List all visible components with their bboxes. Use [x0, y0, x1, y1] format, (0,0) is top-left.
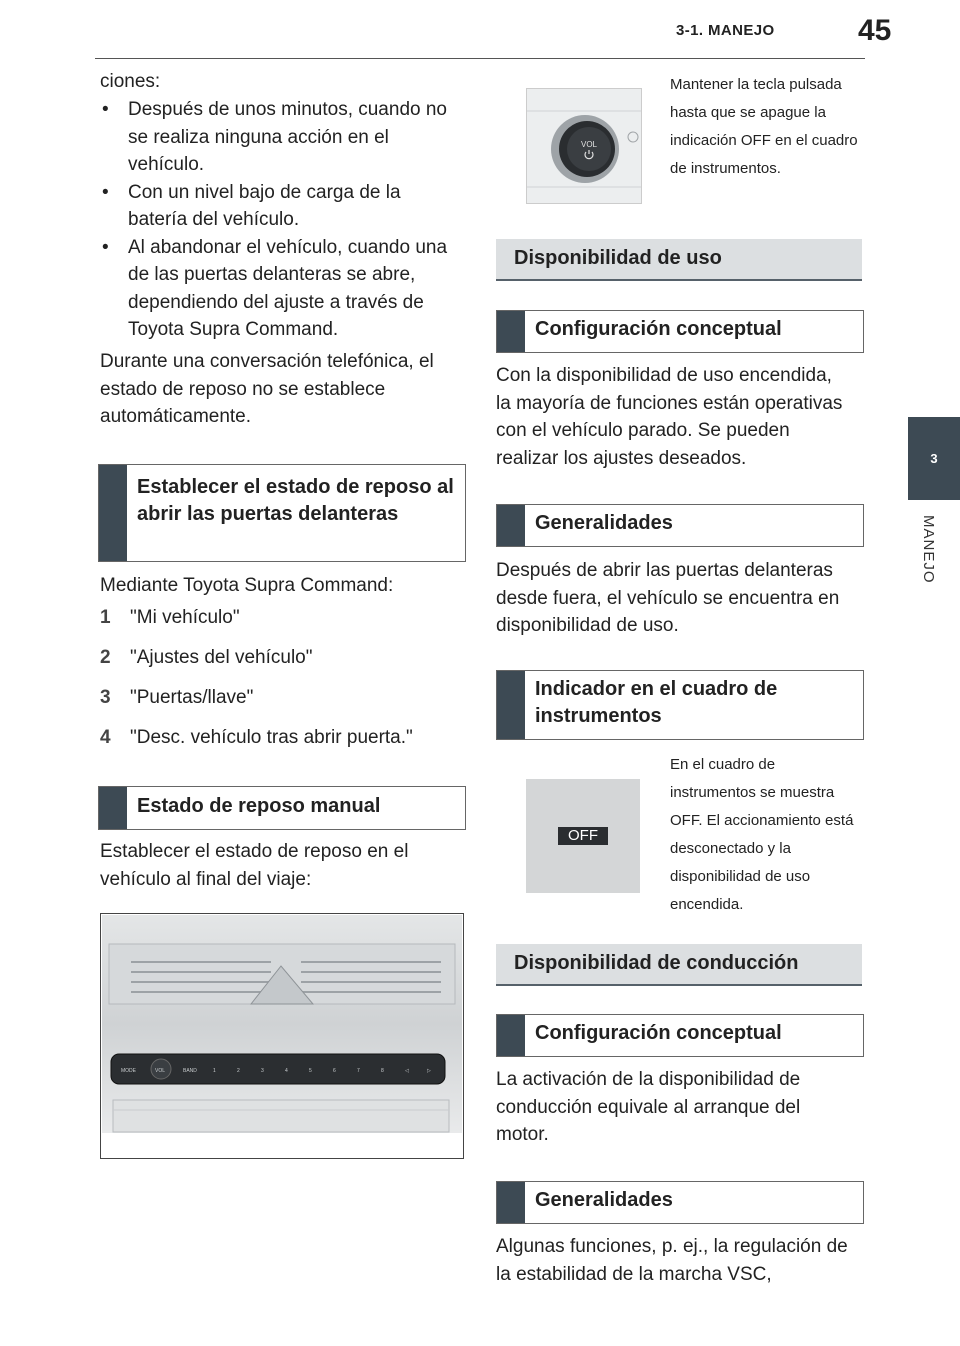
heading-manual: Estado de reposo manual	[98, 786, 466, 830]
steps-list	[100, 604, 466, 764]
heading-doors: Establecer el estado de reposo al abrir las puertas delanteras	[98, 464, 466, 562]
mode-button: MODE	[121, 1068, 136, 1074]
list-item: • Con un nivel bajo de carga de la batería del vehículo.	[102, 181, 401, 230]
heading-general: Generalidades	[496, 504, 864, 547]
preset-1: 1	[213, 1068, 216, 1074]
list-item: • Al abandonar el vehículo, cuando una de las puertas delanteras se abre, dependiendo del ajuste a través de Toyota Supra Command.	[102, 236, 448, 340]
heading-concept: Configuración conceptual	[496, 310, 864, 353]
vol-knob-label: VOL	[155, 1068, 166, 1074]
header-rule	[95, 58, 865, 59]
chapter-title: 3-1. MANEJO	[676, 22, 775, 39]
drive-concept-text: La activación de la disponibilidad de conducción equivale al arranque del motor.	[496, 1069, 801, 1145]
doors-lead: Mediante Toyota Supra Command:	[100, 575, 394, 596]
preset-7: 7	[357, 1068, 360, 1074]
drive-general-text: Algunas funciones, p. ej., la regulación de la estabilidad de la marcha VSC,	[496, 1236, 848, 1285]
vol-caption: Mantener la tecla pulsada hasta que se apague la indicación OFF en el cuadro de instrumentos.	[670, 76, 858, 177]
list-item: 1 "Mi vehículo"	[100, 607, 240, 628]
indicator-caption: En el cuadro de instrumentos se muestra OFF. El accionamiento está desconectado y la disponibilidad de uso encendida.	[670, 756, 854, 913]
heading-bar	[99, 465, 127, 561]
heading-indicator: Indicador en el cuadro de instrumentos	[496, 670, 864, 740]
list-item: 3 "Puertas/llave"	[100, 687, 254, 708]
next-button: ▷	[427, 1068, 431, 1074]
heading-drive-general: Generalidades	[496, 1181, 864, 1224]
preset-5: 5	[309, 1068, 312, 1074]
preset-4: 4	[285, 1068, 288, 1074]
concept-text: Con la disponibilidad de uso encendida, la mayoría de funciones están operativas con el vehículo parado. Se pueden realizar los ajustes deseados.	[496, 365, 843, 469]
general-text: Después de abrir las puertas delanteras desde fuera, el vehículo se encuentra en disponibilidad de uso.	[496, 560, 840, 636]
heading-bar	[99, 787, 127, 829]
bullet-list	[100, 96, 452, 344]
heading-bar	[497, 1182, 525, 1223]
chapter-tab-label: MANEJO	[920, 515, 937, 584]
vol-label: VOL	[580, 140, 598, 149]
page-number: 45	[858, 14, 892, 47]
preset-3: 3	[261, 1068, 264, 1074]
off-indicator: OFF	[558, 827, 608, 845]
heading-drive-readiness: Disponibilidad de conducción	[496, 944, 862, 986]
vol-knob-image	[526, 88, 642, 204]
heading-bar	[497, 311, 525, 352]
intro-text: ciones:	[100, 71, 161, 92]
control-panel-image	[100, 913, 464, 1159]
heading-readiness: Disponibilidad de uso	[496, 239, 862, 281]
off-indicator-image	[526, 779, 640, 893]
heading-bar	[497, 1015, 525, 1056]
heading-bar	[497, 505, 525, 546]
list-item: • Después de unos minutos, cuando no se realiza ninguna acción en el vehículo.	[102, 99, 447, 175]
band-button: BAND	[183, 1068, 197, 1074]
preset-2: 2	[237, 1068, 240, 1074]
call-paragraph: Durante una conversación telefónica, el estado de reposo no se establece automáticamente.	[100, 351, 434, 427]
list-item: 2 "Ajustes del vehículo"	[100, 647, 313, 668]
heading-bar	[497, 671, 525, 739]
manual-text: Establecer el estado de reposo en el vehículo al final del viaje:	[100, 841, 409, 890]
preset-6: 6	[333, 1068, 336, 1074]
prev-button: ◁	[405, 1068, 409, 1074]
preset-8: 8	[381, 1068, 384, 1074]
list-item: 4 "Desc. vehículo tras abrir puerta."	[100, 727, 413, 748]
heading-drive-concept: Configuración conceptual	[496, 1014, 864, 1057]
chapter-tab-number: 3	[930, 451, 938, 466]
